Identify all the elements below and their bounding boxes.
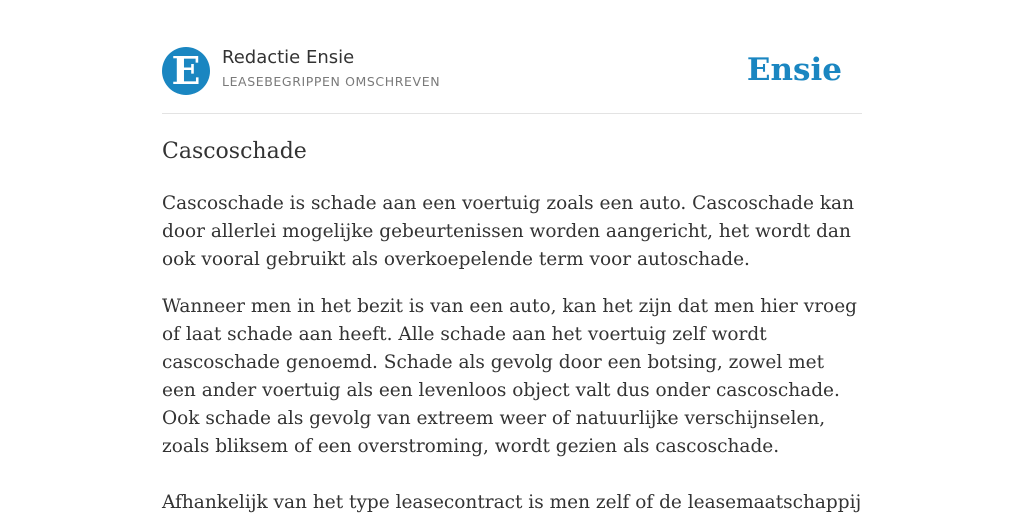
article-title: Cascoschade <box>162 139 307 164</box>
article-paragraph: Wanneer men in het bezit is van een auto, kan het zijn dat men hier vroeg of laat schade aan heeft. Alle schade aan het voertuig zelf wordt cascoschade genoemd. Schade als gevolg door een botsing, zowel met een ander voertuig als een levenloos object valt dus onder cascoschade. Ook schade als gevolg van extreem weer of natuurlijke verschijnselen, zoals bliksem of een overstroming, wordt gezien als cascoschade. <box>162 296 857 457</box>
article-paragraph: Cascoschade is schade aan een voertuig zoals een auto. Cascoschade kan door allerlei mogelijke gebeurtenissen worden aangericht, het wordt dan ook vooral gebruikt als overkoepelende term voor autoschade. <box>162 193 854 270</box>
article-page <box>162 0 862 513</box>
article-paragraph: Afhankelijk van het type leasecontract is men zelf of de leasemaatschappij <box>162 492 862 513</box>
author-name[interactable]: Redactie Ensie <box>222 47 355 68</box>
brand-logo[interactable]: Ensie <box>746 52 842 88</box>
author-avatar[interactable]: E <box>162 47 210 95</box>
author-subtitle: LEASEBEGRIPPEN OMSCHREVEN <box>222 74 441 89</box>
article-header <box>162 0 862 114</box>
